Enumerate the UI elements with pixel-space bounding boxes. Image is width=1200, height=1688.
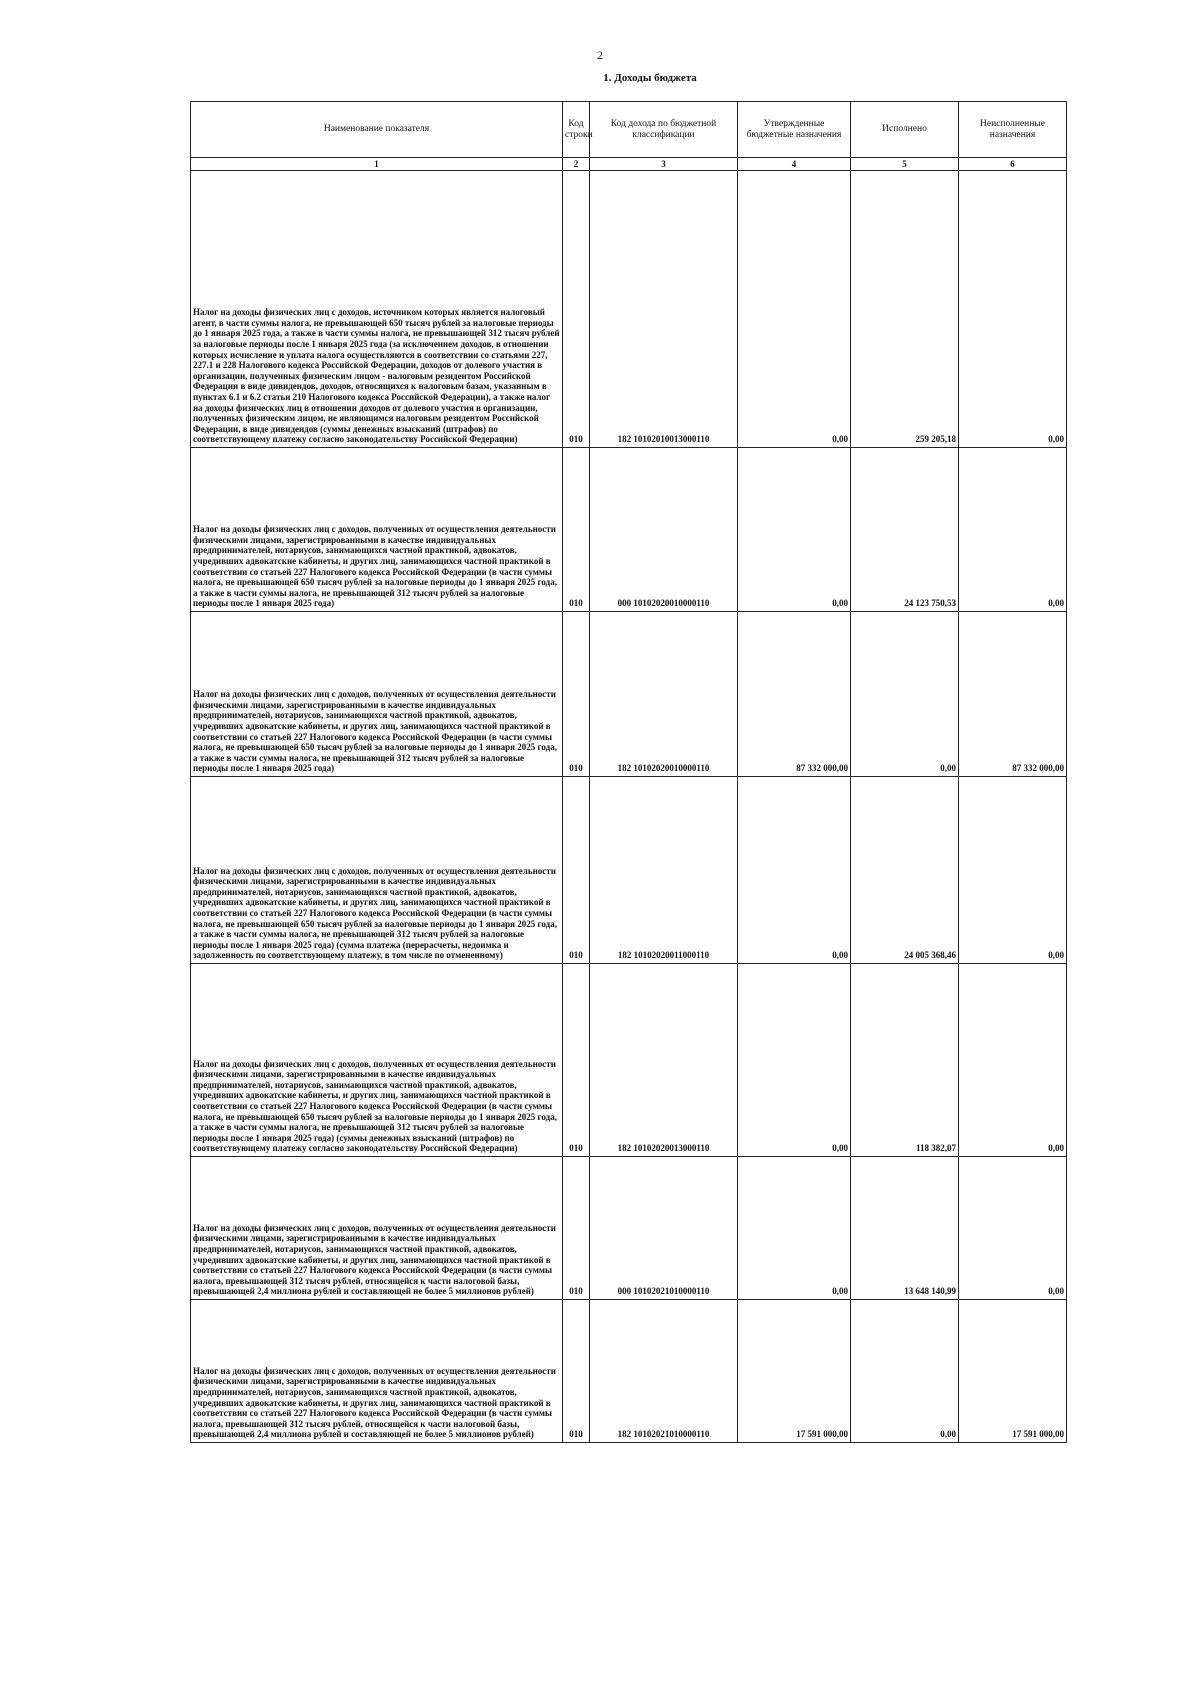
header-indicator-name: Наименование показателя (191, 102, 563, 158)
header-income-code: Код дохода по бюджетной классификации (590, 102, 738, 158)
approved-amount: 87 332 000,00 (738, 612, 851, 777)
table-row (191, 964, 1067, 1157)
approved-amount: 0,00 (738, 1157, 851, 1300)
income-code: 182 10102010013000110 (590, 171, 738, 448)
executed-amount: 24 005 368,46 (851, 777, 959, 964)
executed-amount: 13 648 140,99 (851, 1157, 959, 1300)
unexecuted-amount: 0,00 (959, 171, 1067, 448)
revenue-table (190, 101, 1067, 1443)
income-code: 182 10102020011000110 (590, 777, 738, 964)
income-code: 182 10102021010000110 (590, 1300, 738, 1443)
executed-amount: 118 382,07 (851, 964, 959, 1157)
column-number: 1 (191, 158, 563, 171)
approved-amount: 0,00 (738, 171, 851, 448)
approved-amount: 0,00 (738, 777, 851, 964)
executed-amount: 24 123 750,53 (851, 448, 959, 612)
row-code: 010 (563, 612, 590, 777)
unexecuted-amount: 0,00 (959, 964, 1067, 1157)
indicator-name: Налог на доходы физических лиц с доходов, источником которых является налоговый агент, в части суммы налога, не превышающей 650 тысяч рублей за налоговые периоды до 1 января 2025 года, а также в части суммы налога, не превышающей 312 тысяч рублей за налоговые периоды после 1 января 2025 года (за исключением доходов, в отношении которых исчисление и уплата налога осуществляются в соответствии со статьями 227, 227.1 и 228 Налогового кодекса Российской Федерации, доходов от долевого участия в организации, полученных физическим лицом - налоговым резидентом Российской Федерации в виде дивидендов, доходов, относящихся к налоговым базам, указанным в пунктах 6.1 и 6.2 статьи 210 Налогового кодекса Российской Федерации), а также налог на доходы физических лиц в отношении доходов от долевого участия в организации, полученных физическим лицом, не являющимся налоговым резидентом Российской Федерации, в виде дивидендов (суммы денежных взысканий (штрафов) по соответствующему платежу согласно законодательству Российской Федерации) (191, 171, 563, 448)
header-row (191, 102, 1067, 158)
indicator-name: Налог на доходы физических лиц с доходов, полученных от осуществления деятельности физическими лицами, зарегистрированными в качестве индивидуальных предпринимателей, нотариусов, занимающихся частной практикой, адвокатов, учредивших адвокатские кабинеты, и других лиц, занимающихся частной практикой в соответствии со статьей 227 Налогового кодекса Российской Федерации (в части суммы налога, не превышающей 650 тысяч рублей за налоговые периоды до 1 января 2025 года, а также в части суммы налога, не превышающей 312 тысяч рублей за налоговые периоды после 1 января 2025 года) (сумма платежа (перерасчеты, недоимка и задолженность по соответствующему платежу, в том числе по отмененному) (191, 777, 563, 964)
column-number: 2 (563, 158, 590, 171)
indicator-name: Налог на доходы физических лиц с доходов, полученных от осуществления деятельности физическими лицами, зарегистрированными в качестве индивидуальных предпринимателей, нотариусов, занимающихся частной практикой, адвокатов, учредивших адвокатские кабинеты, и других лиц, занимающихся частной практикой в соответствии со статьей 227 Налогового кодекса Российской Федерации (в части суммы налога, превышающей 312 тысяч рублей, относящейся к части налоговой базы, превышающей 2,4 миллиона рублей и составляющей не более 5 миллионов рублей) (191, 1157, 563, 1300)
column-number-row (191, 158, 1067, 171)
executed-amount: 0,00 (851, 612, 959, 777)
column-number: 4 (738, 158, 851, 171)
executed-amount: 259 205,18 (851, 171, 959, 448)
unexecuted-amount: 17 591 000,00 (959, 1300, 1067, 1443)
column-number: 5 (851, 158, 959, 171)
income-code: 000 10102020010000110 (590, 448, 738, 612)
indicator-name: Налог на доходы физических лиц с доходов, полученных от осуществления деятельности физическими лицами, зарегистрированными в качестве индивидуальных предпринимателей, нотариусов, занимающихся частной практикой, адвокатов, учредивших адвокатские кабинеты, и других лиц, занимающихся частной практикой в соответствии со статьей 227 Налогового кодекса Российской Федерации (в части суммы налога, превышающей 312 тысяч рублей, относящейся к части налоговой базы, превышающей 2,4 миллиона рублей и составляющей не более 5 миллионов рублей) (191, 1300, 563, 1443)
approved-amount: 0,00 (738, 964, 851, 1157)
executed-amount: 0,00 (851, 1300, 959, 1443)
approved-amount: 0,00 (738, 448, 851, 612)
row-code: 010 (563, 1300, 590, 1443)
unexecuted-amount: 0,00 (959, 1157, 1067, 1300)
unexecuted-amount: 0,00 (959, 448, 1067, 612)
table-row (191, 448, 1067, 612)
header-unexecuted: Неисполненные назначения (959, 102, 1067, 158)
header-approved: Утвержденные бюджетные назначения (738, 102, 851, 158)
page-number: 2 (597, 48, 603, 62)
table-row (191, 1300, 1067, 1443)
header-executed: Исполнено (851, 102, 959, 158)
indicator-name: Налог на доходы физических лиц с доходов, полученных от осуществления деятельности физическими лицами, зарегистрированными в качестве индивидуальных предпринимателей, нотариусов, занимающихся частной практикой, адвокатов, учредивших адвокатские кабинеты, и других лиц, занимающихся частной практикой в соответствии со статьей 227 Налогового кодекса Российской Федерации (в части суммы налога, не превышающей 650 тысяч рублей за налоговые периоды до 1 января 2025 года, а также в части суммы налога, не превышающей 312 тысяч рублей за налоговые периоды после 1 января 2025 года) (191, 612, 563, 777)
income-code: 182 10102020010000110 (590, 612, 738, 777)
row-code: 010 (563, 1157, 590, 1300)
unexecuted-amount: 0,00 (959, 777, 1067, 964)
table-row (191, 171, 1067, 448)
income-code: 182 10102020013000110 (590, 964, 738, 1157)
approved-amount: 17 591 000,00 (738, 1300, 851, 1443)
indicator-name: Налог на доходы физических лиц с доходов, полученных от осуществления деятельности физическими лицами, зарегистрированными в качестве индивидуальных предпринимателей, нотариусов, занимающихся частной практикой, адвокатов, учредивших адвокатские кабинеты, и других лиц, занимающихся частной практикой в соответствии со статьей 227 Налогового кодекса Российской Федерации (в части суммы налога, не превышающей 650 тысяч рублей за налоговые периоды до 1 января 2025 года, а также в части суммы налога, не превышающей 312 тысяч рублей за налоговые периоды после 1 января 2025 года) (191, 448, 563, 612)
section-title: 1. Доходы бюджета (603, 72, 697, 84)
row-code: 010 (563, 777, 590, 964)
row-code: 010 (563, 171, 590, 448)
column-number: 3 (590, 158, 738, 171)
table-row (191, 777, 1067, 964)
header-row-code: Код строки (563, 102, 590, 158)
row-code: 010 (563, 964, 590, 1157)
income-code: 000 10102021010000110 (590, 1157, 738, 1300)
indicator-name: Налог на доходы физических лиц с доходов, полученных от осуществления деятельности физическими лицами, зарегистрированными в качестве индивидуальных предпринимателей, нотариусов, занимающихся частной практикой, адвокатов, учредивших адвокатские кабинеты, и других лиц, занимающихся частной практикой в соответствии со статьей 227 Налогового кодекса Российской Федерации (в части суммы налога, не превышающей 650 тысяч рублей за налоговые периоды до 1 января 2025 года, а также в части суммы налога, не превышающей 312 тысяч рублей за налоговые периоды после 1 января 2025 года) (суммы денежных взысканий (штрафов) по соответствующему платежу согласно законодательству Российской Федерации) (191, 964, 563, 1157)
unexecuted-amount: 87 332 000,00 (959, 612, 1067, 777)
column-number: 6 (959, 158, 1067, 171)
table-row (191, 612, 1067, 777)
table-row (191, 1157, 1067, 1300)
row-code: 010 (563, 448, 590, 612)
